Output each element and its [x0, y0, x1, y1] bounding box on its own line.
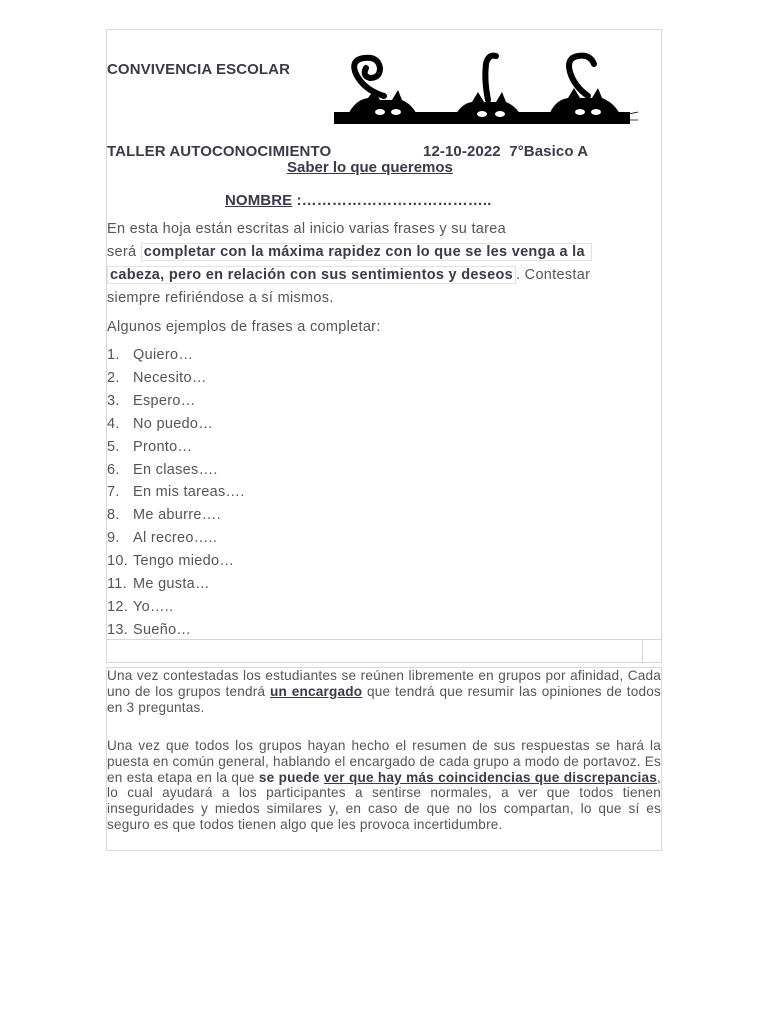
list-text: Al recreo….. [133, 530, 218, 547]
list-text: Quiero… [133, 347, 194, 363]
three-cats-icon [334, 50, 642, 128]
emphasis-text: un encargado [270, 683, 363, 699]
list-text: Me gusta… [133, 576, 210, 592]
list-number: 8. [107, 507, 120, 524]
list-number: 2. [107, 369, 120, 386]
list-number: 10. [107, 553, 129, 570]
list-item [107, 370, 207, 386]
paragraph-text: , lo cual ayudará a los participantes a sentirse normales, a ver que todos tienen inseguridades y miedos similares y, en caso de que no los compartan, lo que sí es seguro es que todos tienen algo que les provoca incertidumbre. [107, 769, 661, 832]
list-number: 5. [107, 438, 120, 455]
list-item [107, 462, 218, 478]
highlight-instruction-2: cabeza, pero en relación con sus sentimientos y deseos [107, 266, 516, 284]
name-field: :……………………………….. [296, 192, 492, 209]
list-number: 7. [107, 484, 120, 501]
list-item [107, 622, 191, 638]
emphasis-text: se puede [258, 769, 324, 785]
list-text: Sueño… [133, 621, 192, 638]
intro-line-2 [107, 244, 592, 260]
list-item [107, 576, 210, 592]
list-number: 12. [107, 598, 129, 615]
emphasis-text: ver que hay más coincidencias que discrepancias [323, 769, 657, 785]
paragraph-text: Una vez que todos los grupos hayan hecho el resumen de sus respuestas se hará la puesta en común general, hablando el encargado de cada grupo a modo de portavoz. Es en esta etapa en la que [107, 738, 661, 785]
list-number: 6. [107, 461, 120, 478]
org-title: CONVIVENCIA ESCOLAR [107, 61, 291, 78]
intro-line-1: En esta hoja están escritas al inicio varias frases y su tarea [107, 221, 507, 237]
list-text: Tengo miedo… [133, 553, 235, 570]
paragraph-text: que tendrá que resumir las opiniones de todos en 3 preguntas. [107, 683, 661, 715]
name-label: NOMBRE [225, 192, 293, 209]
list-item [107, 393, 196, 409]
list-text: No puedo… [133, 415, 214, 432]
list-number: 11. [107, 576, 127, 592]
list-number: 1. [107, 347, 120, 363]
paragraph-sharing [107, 738, 661, 833]
list-text: En mis tareas…. [133, 484, 245, 501]
list-number: 4. [107, 415, 120, 432]
list-item [107, 553, 234, 569]
list-text: Pronto… [133, 438, 193, 455]
list-text: Me aburre…. [133, 507, 221, 524]
highlight-instruction-1: completar con la máxima rapidez con lo que se les venga a la [141, 243, 592, 261]
list-item [107, 484, 245, 500]
list-item [107, 347, 193, 363]
list-item [107, 530, 217, 546]
intro-line-4: siempre refiriéndose a sí mismos. [107, 290, 334, 306]
list-text: Espero… [133, 392, 196, 409]
list-text: Necesito… [133, 369, 207, 386]
examples-label: Algunos ejemplos de frases a completar: [107, 319, 381, 335]
name-line [225, 192, 491, 209]
intro-line-3 [107, 267, 590, 283]
list-item [107, 416, 213, 432]
list-number: 3. [107, 392, 120, 409]
paragraph-text: Una vez contestadas los estudiantes se reúnen libremente en grupos por afinidad, Cada uno de los grupos tendrá [107, 668, 661, 699]
list-number: 13. [107, 621, 129, 638]
list-item [107, 439, 192, 455]
list-text: Yo….. [133, 598, 174, 615]
list-item [107, 599, 173, 615]
subtitle: Saber lo que queremos [287, 159, 453, 176]
paragraph-groups [107, 668, 661, 715]
divider [106, 639, 662, 640]
intro-prefix: será [107, 244, 141, 260]
list-text: En clases…. [133, 461, 218, 478]
date-class: 12-10-2022 7°Basico A [423, 143, 589, 160]
list-item [107, 507, 221, 523]
divider [642, 639, 643, 663]
intro-suffix: . Contestar [516, 267, 591, 283]
workshop-title: TALLER AUTOCONOCIMIENTO [107, 143, 332, 160]
list-number: 9. [107, 530, 120, 547]
